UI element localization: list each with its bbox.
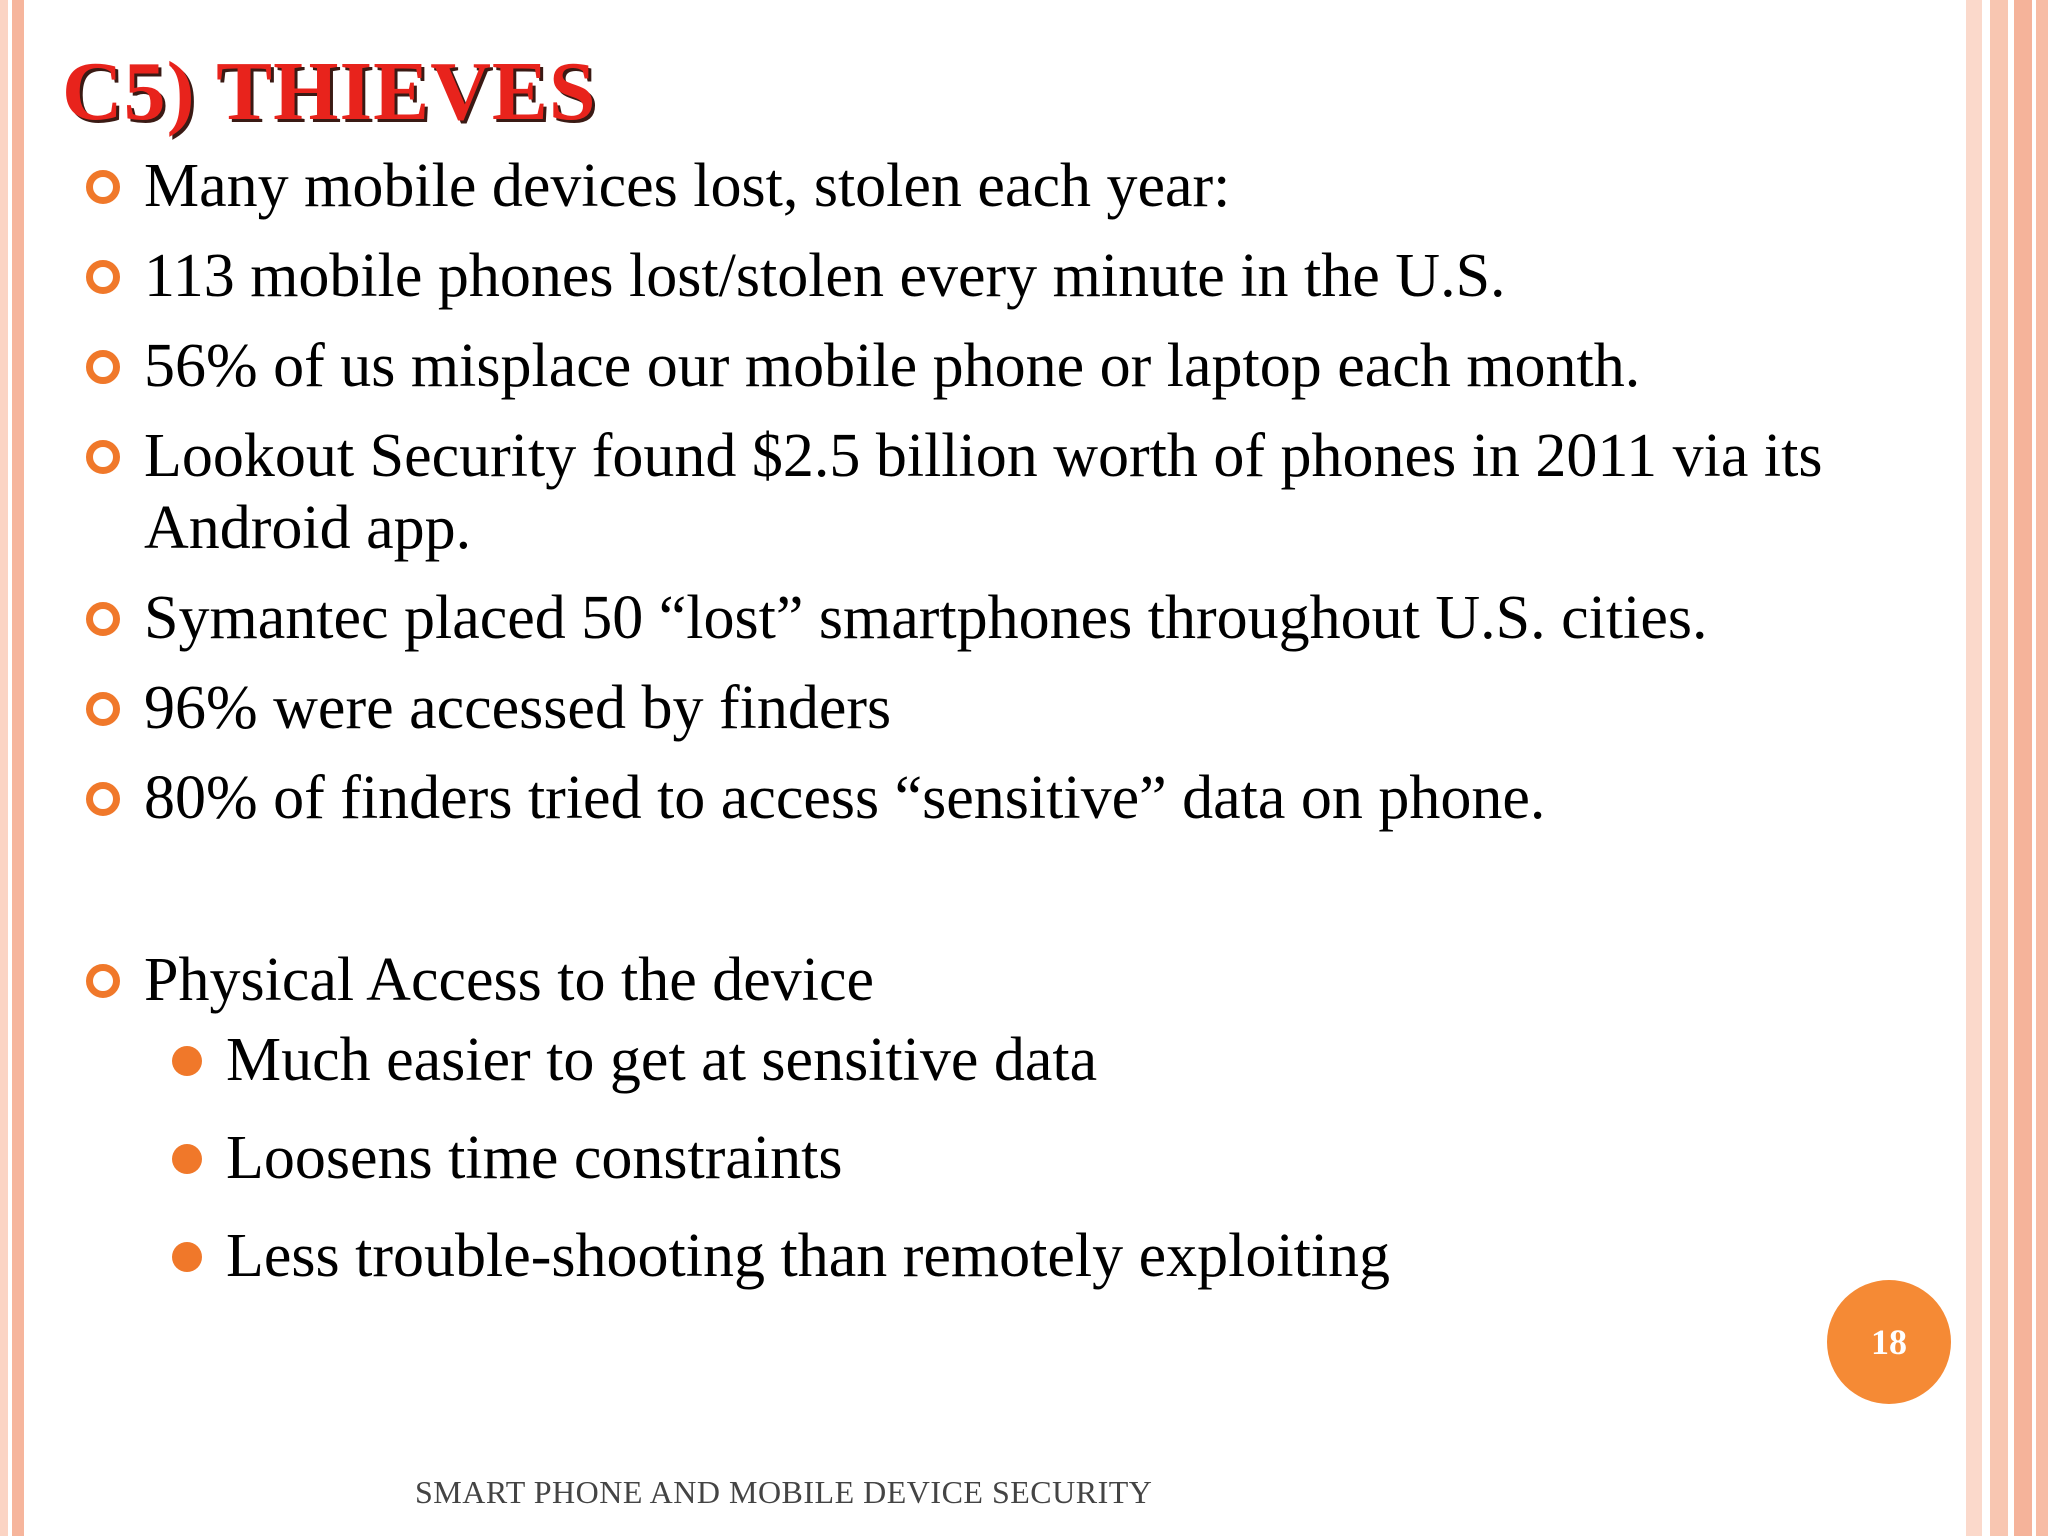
bullet-item [84,944,1964,1292]
dot-bullet-icon [172,1242,202,1272]
bullet-text: 56% of us misplace our mobile phone or laptop each month. [144,332,1641,400]
bullet-list [84,150,1964,1318]
right-decorative-stripes [1956,0,2048,1536]
bullet-text: 113 mobile phones lost/stolen every minute in the U.S. [144,242,1506,310]
bullet-item [84,672,1964,744]
sub-bullet-list [144,1024,1964,1292]
sub-bullet-item [144,1122,1964,1194]
ring-bullet-icon [86,260,120,294]
bullet-item [84,240,1964,312]
ring-bullet-icon [86,602,120,636]
page-number-badge: 18 [1827,1280,1951,1404]
ring-bullet-icon [86,350,120,384]
bullet-text: Physical Access to the device [144,946,875,1014]
ring-bullet-icon [86,440,120,474]
bullet-item [84,330,1964,402]
slide-title: C5) THIEVES [62,45,597,138]
sub-bullet-item [144,1024,1964,1096]
ring-bullet-icon [86,692,120,726]
sub-bullet-item [144,1220,1964,1292]
left-decorative-stripe [0,0,26,1536]
bullet-item [84,762,1964,834]
bullet-text: 80% of finders tried to access “sensitive” data on phone. [144,764,1546,832]
ring-bullet-icon [86,782,120,816]
sub-bullet-text: Less trouble-shooting than remotely exploiting [226,1222,1391,1290]
bullet-text: Lookout Security found $2.5 billion worth of phones in 2011 via its Android app. [144,422,1823,562]
bullet-item [84,150,1964,222]
bullet-text: 96% were accessed by finders [144,674,892,742]
sub-bullet-text: Much easier to get at sensitive data [226,1026,1098,1094]
sub-bullet-text: Loosens time constraints [226,1124,843,1192]
ring-bullet-icon [86,964,120,998]
dot-bullet-icon [172,1144,202,1174]
bullet-item [84,582,1964,654]
slide-footer: SMART PHONE AND MOBILE DEVICE SECURITY [415,1474,1153,1510]
bullet-text: Symantec placed 50 “lost” smartphones throughout U.S. cities. [144,584,1708,652]
bullet-text: Many mobile devices lost, stolen each year: [144,152,1231,220]
bullet-item [84,420,1964,564]
ring-bullet-icon [86,170,120,204]
dot-bullet-icon [172,1046,202,1076]
